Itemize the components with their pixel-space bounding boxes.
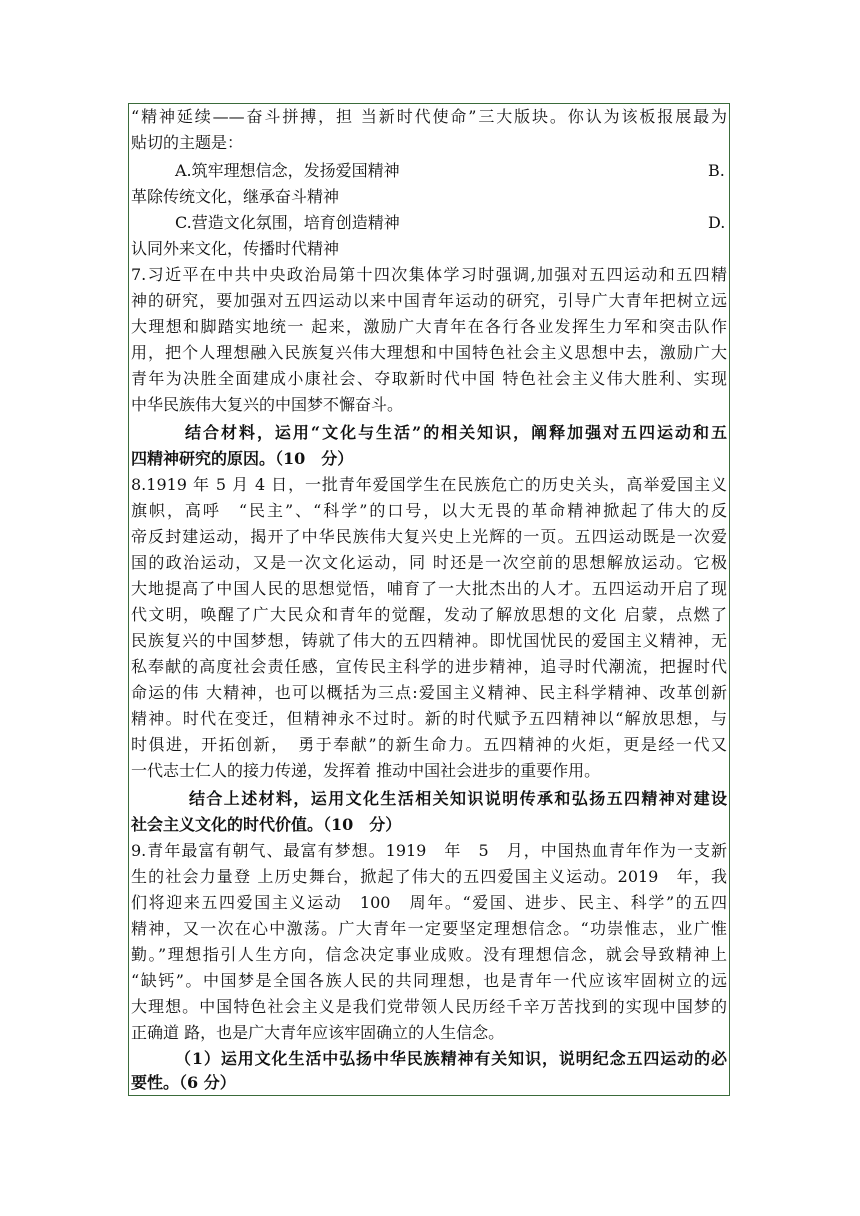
question-7-prompt: 四精神研究的原因。（10 分） bbox=[131, 449, 354, 468]
question-9-text: 们将迎来五四爱国主义运动 100 周年。“爱国、进步、民主、科学”的五四 bbox=[131, 893, 727, 912]
question-9-text: 生的社会力量登 上历史舞台，掀起了伟大的五四爱国主义运动。2019 年，我 bbox=[131, 867, 727, 886]
question-8-text: 精神。时代在变迁，但精神永不过时。新的时代赋予五四精神以“解放思想，与 bbox=[131, 709, 727, 728]
question-9-text: “缺钙”。中国梦是全国各族人民的共同理想，也是青年一代应该牢固树立的远 bbox=[131, 971, 727, 990]
option-b-text: 革除传统文化，继承奋斗精神 bbox=[131, 187, 340, 206]
question-8-text: 命运的伟 大精神，也可以概括为三点:爱国主义精神、民主科学精神、改革创新 bbox=[131, 683, 727, 702]
question-9-text: 勤。”理想指引人生方向，信念决定事业成败。没有理想信念，就会导致精神上 bbox=[131, 945, 727, 964]
question-8-text: 国的政治运动，又是一次文化运动，同 时还是一次空前的思想解放运动。它极 bbox=[131, 553, 727, 572]
question-8-text: 代文明，唤醒了广大民众和青年的觉醒，发动了解放思想的文化 启蒙，点燃了 bbox=[131, 605, 727, 624]
question-7-text: 7.习近平在中共中央政治局第十四次集体学习时强调,加强对五四运动和五四精 bbox=[131, 265, 727, 284]
question-7-text: 中华民族伟大复兴的中国梦不懈奋斗。 bbox=[131, 395, 404, 414]
text-line: “精神延续——奋斗拼搏，担 当新时代使命”三大版块。你认为该板报展最为 bbox=[131, 107, 727, 126]
option-a: A.筑牢理想信念，发扬爱国精神 bbox=[175, 161, 400, 180]
question-8-text: 旗帜，高呼 “民主”、“科学”的口号，以大无畏的革命精神掀起了伟大的反 bbox=[131, 501, 727, 520]
question-8-text: 大地提高了中国人民的思想觉悟，哺育了一大批杰出的人才。五四运动开启了现 bbox=[131, 579, 727, 598]
option-c: C.营造文化氛围，培育创造精神 bbox=[175, 213, 400, 232]
question-7-text: 神的研究，要加强对五四运动以来中国青年运动的研究，引导广大青年把树立远 bbox=[131, 291, 727, 310]
question-7-text: 青年为决胜全面建成小康社会、夺取新时代中国 特色社会主义伟大胜利、实现 bbox=[131, 369, 727, 388]
text-line: 贴切的主题是： bbox=[131, 133, 244, 152]
question-8-text: 时俱进，开拓创新， 勇于奉献”的新生命力。五四精神的火炬，更是经一代又 bbox=[131, 735, 727, 754]
question-8-text: 帝反封建运动，揭开了中华民族伟大复兴史上光辉的一页。五四运动既是一次爱 bbox=[131, 527, 727, 546]
question-8-prompt: 社会主义文化的时代价值。（10 分） bbox=[131, 815, 402, 834]
question-9-prompt: （1）运用文化生活中弘扬中华民族精神有关知识，说明纪念五四运动的必 bbox=[175, 1049, 727, 1068]
question-9-prompt: 要性。（6 分） bbox=[131, 1073, 236, 1092]
option-d-letter: D. bbox=[708, 213, 726, 232]
question-7-prompt: 结合材料，运用“文化与生活”的相关知识，阐释加强对五四运动和五 bbox=[185, 423, 727, 442]
question-9-text: 精神，又一次在心中激荡。广大青年一定要坚定理想信念。“功崇惟志，业广惟 bbox=[131, 919, 727, 938]
option-d-text: 认同外来文化，传播时代精神 bbox=[131, 239, 340, 258]
question-9-text: 正确道 路，也是广大青年应该牢固确立的人生信念。 bbox=[131, 1023, 505, 1042]
question-8-text: 8.1919 年 5 月 4 日，一批青年爱国学生在民族危亡的历史关头，高举爱国主义 bbox=[131, 475, 727, 494]
question-9-text: 大理想。中国特色社会主义是我们党带领人民历经千辛万苦找到的实现中国梦的 bbox=[131, 997, 727, 1016]
question-8-prompt: 结合上述材料，运用文化生活相关知识说明传承和弘扬五四精神对建设 bbox=[189, 789, 727, 808]
question-9-text: 9.青年最富有朝气、最富有梦想。1919 年 5 月，中国热血青年作为一支新 bbox=[131, 841, 727, 860]
option-b-letter: B. bbox=[708, 161, 725, 180]
question-8-text: 私奉献的高度社会责任感，宣传民主科学的进步精神，追寻时代潮流，把握时代 bbox=[131, 657, 727, 676]
question-7-text: 大理想和脚踏实地统一 起来，激励广大青年在各行各业发挥生力军和突击队作 bbox=[131, 317, 727, 336]
question-8-text: 民族复兴的中国梦想，铸就了伟大的五四精神。即忧国忧民的爱国主义精神，无 bbox=[131, 631, 727, 650]
question-8-text: 一代志士仁人的接力传递，发挥着 推动中国社会进步的重要作用。 bbox=[131, 761, 601, 780]
question-7-text: 用，把个人理想融入民族复兴伟大理想和中国特色社会主义思想中去，激励广大 bbox=[131, 343, 727, 362]
